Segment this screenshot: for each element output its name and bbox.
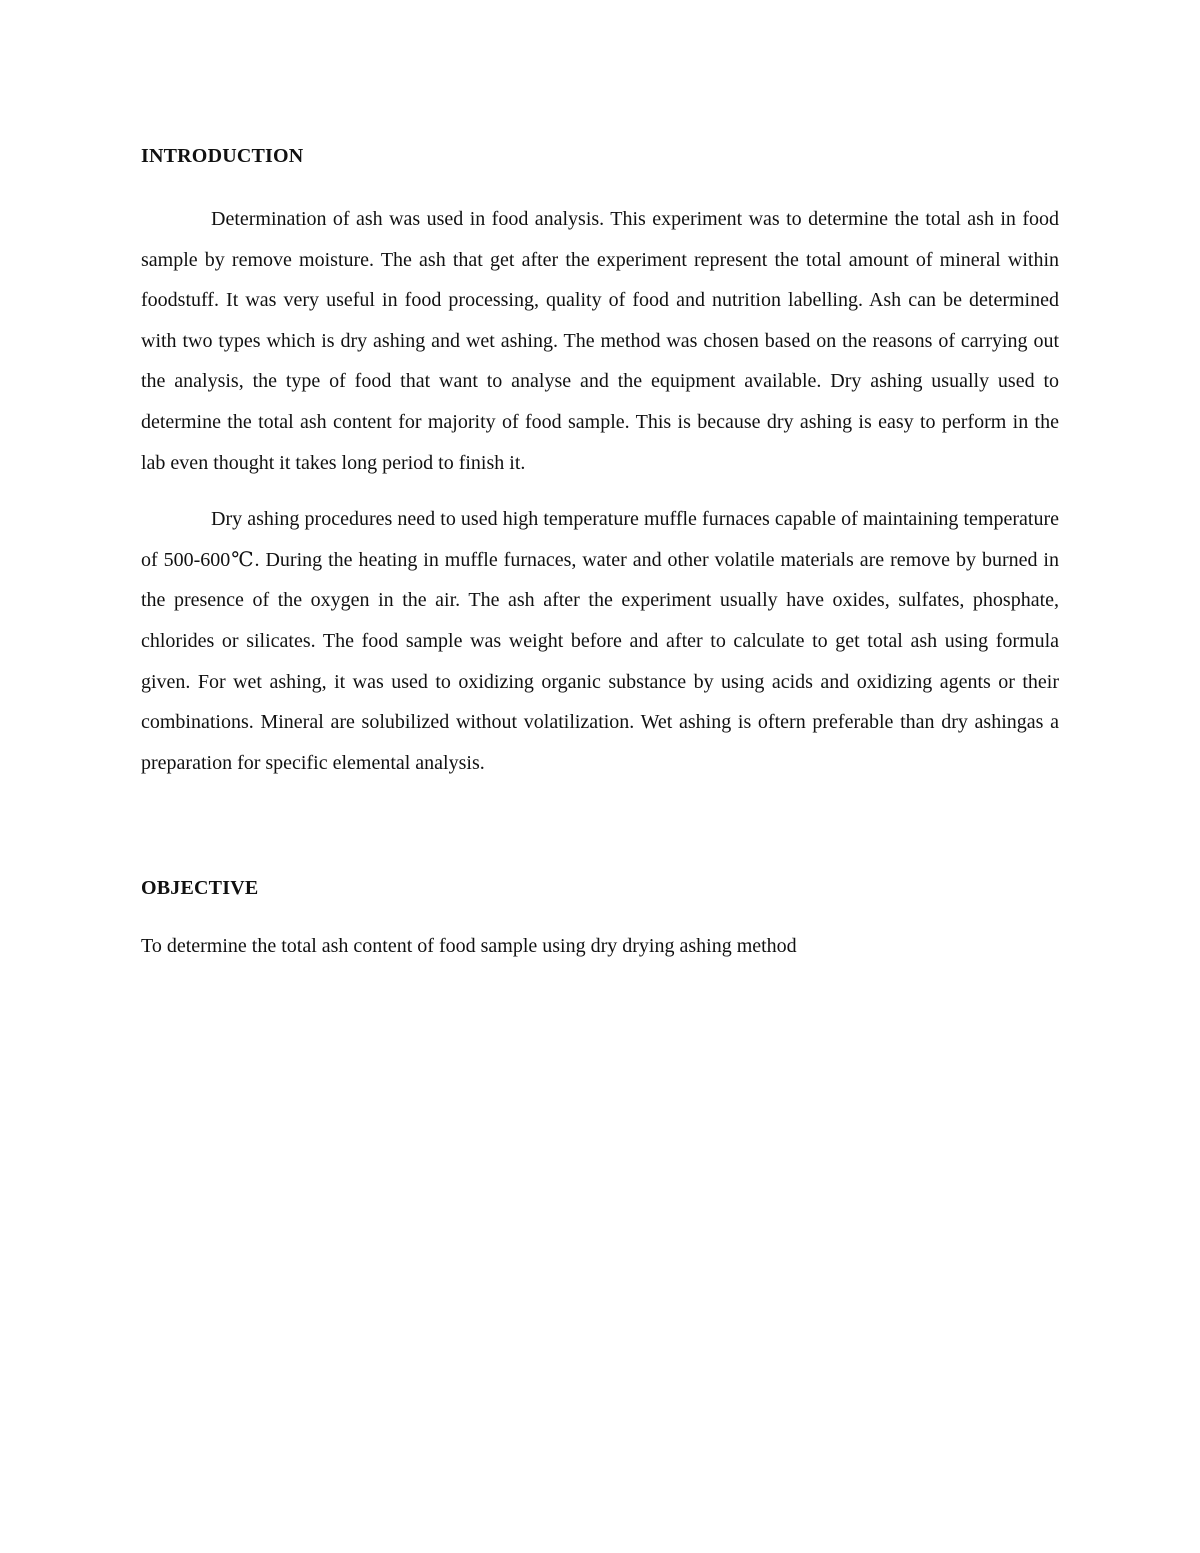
introduction-heading: INTRODUCTION [141, 145, 304, 167]
document-body [141, 141, 1059, 961]
objective-heading: OBJECTIVE [141, 877, 259, 900]
introduction-paragraph-2: Dry ashing procedures need to used high temperature muffle furnaces capable of maintaining temperature of 500-600℃. During the heating in muffle furnaces, water and other volatile materials are remove by burned in the presence of the oxygen in the air. The ash after the experiment usually have oxides, sulfates, phosphate, chlorides or silicates. The food sample was weight before and after to calculate to get total ash using formula given. For wet ashing, it was used to oxidizing organic substance by using acids and oxidizing agents or their combinations. Mineral are solubilized without volatilization. Wet ashing is oftern preferable than dry ashingas a preparation for specific elemental analysis. [141, 508, 1059, 774]
objective-text: To determine the total ash content of food sample using dry drying ashing method [141, 935, 797, 958]
introduction-paragraph-1: Determination of ash was used in food analysis. This experiment was to determine the total ash in food sample by remove moisture. The ash that get after the experiment represent the total amount of mineral within foodstuff. It was very useful in food processing, quality of food and nutrition labelling. Ash can be determined with two types which is dry ashing and wet ashing. The method was chosen based on the reasons of carrying out the analysis, the type of food that want to analyse and the equipment available. Dry ashing usually used to determine the total ash content for majority of food sample. This is because dry ashing is easy to perform in the lab even thought it takes long period to finish it. [141, 208, 1059, 474]
